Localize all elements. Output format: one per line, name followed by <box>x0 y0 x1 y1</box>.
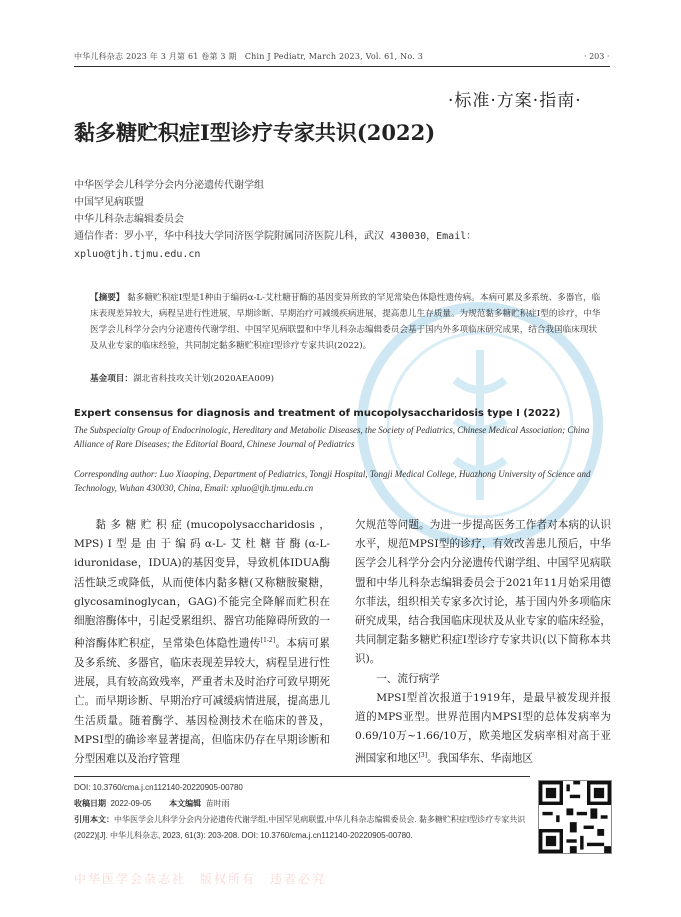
corresponding-email[interactable]: xpluo@tjh.tjmu.edu.cn <box>74 249 201 260</box>
body-left-text-2: 。本病可累及多系统、多器官，临床表现差异较大，病程呈进行性进展，具有较高致残率，严重者未及时治疗可致早期死亡。而早期诊断、早期治疗可减缓病情进展，提高患儿生活质量。随着酶学、基因检测技术在临床的普及，MPSⅠ型的确诊率显著提高，但临床仍存在早期诊断和分型困难以及治疗管理 <box>74 637 330 765</box>
body-right-column <box>355 516 611 769</box>
english-title: Expert consensus for diagnosis and treatment of mucopolysaccharidosis type Ⅰ (2022) <box>74 408 561 419</box>
fund-label: 基金项目： <box>90 374 133 384</box>
body-left-text: 黏多糖贮积症(mucopolysaccharidosis，MPS)Ⅰ型是由于编码α-L-艾杜糖苷酶(α-L-iduronidase，IDUA)的基因变异，导致机体IDUA酶活性缺乏或降低，从而使体内黏多糖(又称糖胺聚糖，glycosaminoglycan，GAG)不能完全降解而贮积在细胞溶酶体中，引起受累组织、器官功能障碍所致的一种溶酶体贮积症，呈常染色体隐性遗传 <box>74 519 330 650</box>
received-date: 2022-09-05 <box>110 799 152 808</box>
cite-label: 引用本文： <box>74 815 114 824</box>
affiliation-2: 中国罕见病联盟 <box>74 197 144 208</box>
doi[interactable]: DOI: 10.3760/cma.j.cn112140-20220905-00780 <box>74 783 243 792</box>
citation[interactable]: [1-2] <box>260 637 276 645</box>
fund-line <box>90 372 274 384</box>
citation[interactable]: [3] <box>418 752 428 760</box>
body-right-text: 欠规范等问题。为进一步提高医务工作者对本病的认识水平，规范MPSⅠ型的诊疗，有效改善患儿预后，中华医学会儿科学分会内分泌遗传代谢学组、中国罕见病联盟和中华儿科杂志编辑委员会于2021年11月始采用德尔菲法，组织相关专家多次讨论，基于国内外多项临床研究成果，结合我国临床现状及从业专家的临床经验，共同制定黏多糖贮积症Ⅰ型诊疗专家共识(以下简称本共识)。 <box>355 519 611 666</box>
affiliation-3: 中华儿科杂志编辑委员会 <box>74 214 184 225</box>
journal-header: 中华儿科杂志 2023 年 3 月第 61 卷第 3 期 Chin J Pediatr, March 2023, Vol. 61, No. 3 <box>74 52 424 61</box>
cite-text: 中华医学会儿科学分会内分泌遗传代谢学组,中国罕见病联盟,中华儿科杂志编辑委员会. 黏多糖贮积症Ⅰ型诊疗专家共识(2022)[J]. 中华儿科杂志, 2023, 61(3): 203-208. DOI: 10.3760/cma.j.cn112140-20220905-00780. <box>74 815 526 840</box>
page-number: · 203 · <box>584 52 610 61</box>
publisher-watermark: 中华医学会杂志社 版权所有 违者必究 <box>74 872 327 886</box>
section-tag: ·标准·方案·指南· <box>448 91 582 111</box>
abstract <box>90 290 602 354</box>
editor-label: 本文编辑 <box>169 799 202 808</box>
page-title: 黏多糖贮积症Ⅰ型诊疗专家共识(2022) <box>74 120 436 145</box>
body-left-column <box>74 516 330 769</box>
corresponding-author: 通信作者：罗小平，华中科技大学同济医学院附属同济医院儿科，武汉 430030，Email： <box>74 231 477 242</box>
body-right-text-3: 。我国华东、华南地区 <box>427 752 533 765</box>
section-heading: 一、流行病学 <box>376 672 440 685</box>
received-label: 收稿日期 <box>74 799 106 808</box>
cite-block <box>74 812 530 843</box>
body-right-text-2: MPSⅠ型首次报道于1919年，是最早被发现并报道的MPS亚型。世界范围内MPSⅠ型的总体发病率为0.69/10万~1.66/10万，欧美地区发病率相对高于亚洲国家和地区 <box>355 691 611 765</box>
abstract-label: 【摘要】 <box>90 293 125 303</box>
english-authors: The Subspecialty Group of Endocrinologic, Hereditary and Metabolic Diseases, the Society of Pediatrics, Chinese Medical Association; China Alliance of Rare Diseases; the Editorial Board, Chinese Journal of Pediatrics <box>74 425 590 449</box>
footer-rule <box>74 776 530 777</box>
qr-code[interactable] <box>538 780 612 854</box>
abstract-text: 黏多糖贮积症Ⅰ型是1种由于编码α-L-艾杜糖苷酶的基因变异所致的罕见常染色体隐性遗传病。本病可累及多系统、多器官，临床表现差异较大，病程呈进行性进展，早期诊断、早期治疗可减缓疾病进展，提高患儿生存质量。为规范黏多糖贮积症Ⅰ型的诊疗，中华医学会儿科学分会内分泌遗传代谢学组、中国罕见病联盟和中华儿科杂志编辑委员会基于国内外多项临床研究成果，结合我国临床现状及从业专家的临床经验，共同制定黏多糖贮积症Ⅰ型诊疗专家共识(2022)。 <box>90 293 601 351</box>
english-corresponding: Corresponding author: Luo Xiaoping, Department of Pediatrics, Tongji Hospital, Tongji Medical College, Huazhong University of Science and Technology, Wuhan 430030, China, Email: xpluo@tjh.tjmu.edu.cn <box>74 469 591 493</box>
dates-line <box>74 796 530 812</box>
fund-text: 湖北省科技攻关计划(2020AEA009) <box>132 374 274 384</box>
header-rule <box>74 66 610 67</box>
affiliation-1: 中华医学会儿科学分会内分泌遗传代谢学组 <box>74 180 264 191</box>
editor-name: 苗时雨 <box>205 799 230 808</box>
